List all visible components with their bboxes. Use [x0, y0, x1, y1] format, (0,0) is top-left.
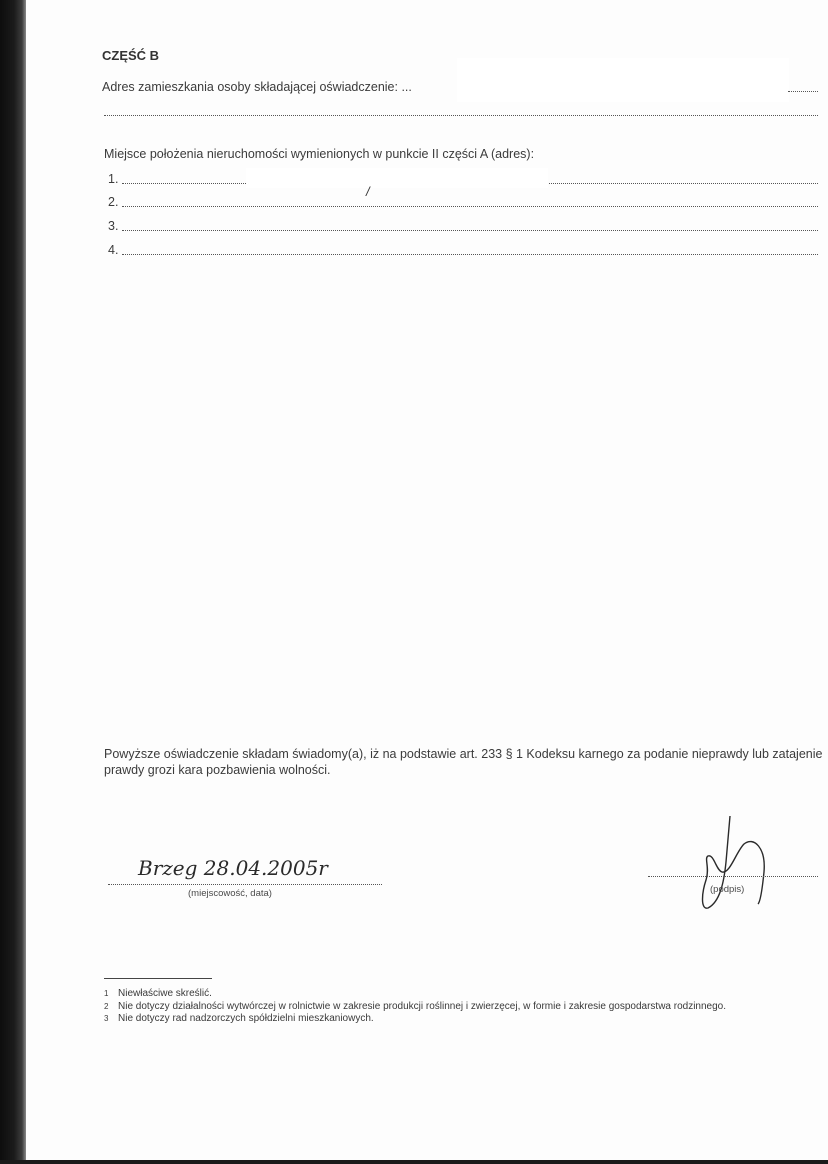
footnote-1-number: 1 — [104, 989, 109, 998]
redacted-residence — [457, 58, 789, 102]
signature-line — [648, 876, 818, 877]
residence-line-2 — [104, 115, 818, 116]
footnote-3 — [104, 1013, 824, 1026]
property-item-3-line — [122, 230, 818, 231]
redacted-property-1 — [246, 168, 548, 188]
handwritten-place-date: Brzeg 28.04.2005r — [138, 856, 328, 880]
property-item-3-number: 3. — [108, 219, 119, 233]
footnote-2-text: Nie dotyczy działalności wytwórczej w rolnictwie w zakresie produkcji roślinnej i zwierzęcej, w formie i zakresie gospodarstwa rodzinnego. — [118, 1000, 727, 1012]
scan-left-edge — [0, 0, 26, 1164]
property-item-2-number: 2. — [108, 195, 119, 209]
footnote-divider — [104, 978, 212, 979]
footnote-2-number: 2 — [104, 1001, 109, 1011]
signature-scribble — [690, 812, 774, 912]
stray-mark: / — [366, 184, 370, 199]
footnote-2 — [104, 1001, 824, 1014]
property-item-1-number: 1. — [108, 172, 119, 186]
footnotes — [104, 988, 824, 1026]
property-label: Miejsce położenia nieruchomości wymienionych w punkcie II części A (adres): — [104, 147, 535, 161]
section-title: CZĘŚĆ B — [102, 48, 160, 63]
signature-label: (podpis) — [710, 884, 745, 895]
footnote-3-number: 3 — [104, 1014, 109, 1023]
place-date-line — [108, 884, 382, 885]
place-date-label: (miejscowość, data) — [188, 888, 272, 899]
footnote-3-text: Nie dotyczy rad nadzorczych spółdzielni mieszkaniowych. — [118, 1013, 374, 1024]
residence-dots-end — [788, 91, 818, 92]
statement-text: Powyższe oświadczenie składam świadomy(a), iż na podstawie art. 233 § 1 Kodeksu karnego za podanie nieprawdy lub zatajenie prawdy grozi kara pozbawienia wolności. — [104, 747, 823, 777]
footnote-1 — [104, 988, 824, 1001]
scan-bottom-edge — [0, 1160, 828, 1164]
residence-label: Adres zamieszkania osoby składającej oświadczenie: ... — [102, 80, 412, 94]
property-item-4-line — [122, 254, 818, 255]
property-item-4-number: 4. — [108, 243, 119, 257]
property-item-2-line — [122, 206, 818, 207]
footnote-1-text: Niewłaściwe skreślić. — [118, 988, 212, 999]
